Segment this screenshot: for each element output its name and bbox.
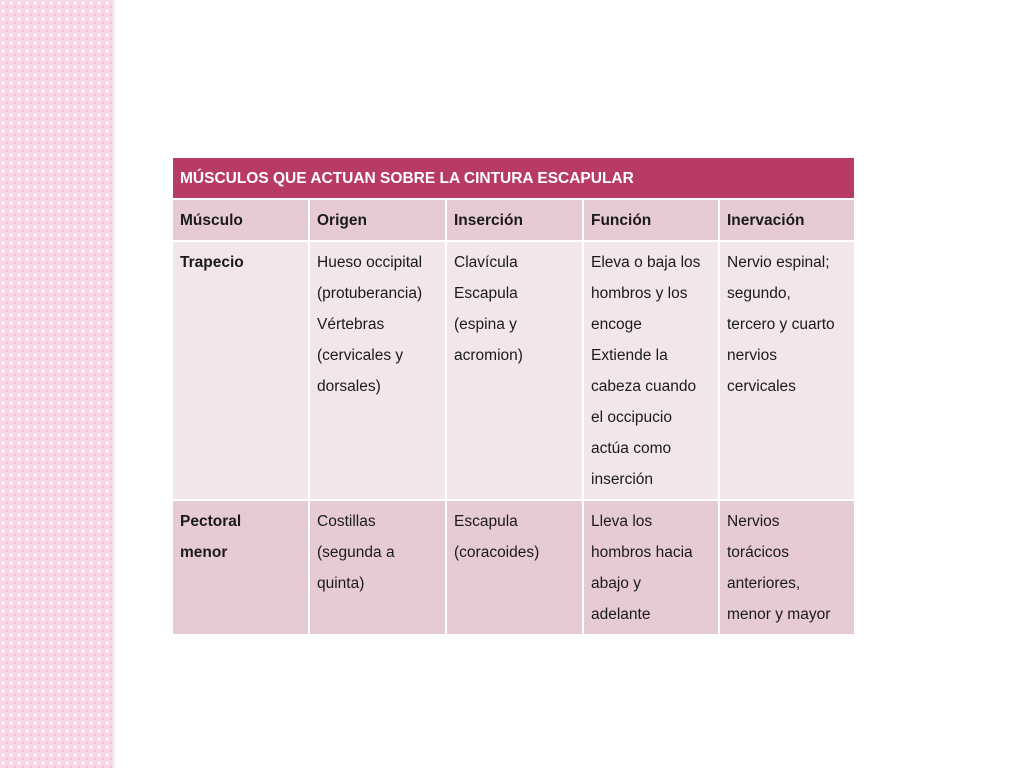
header-musculo: Músculo [172,199,309,241]
cell-line: tercero y cuarto [727,316,835,333]
cell-insercion [446,241,583,500]
header-insercion: Inserción [446,199,583,241]
cell-insercion [446,500,583,635]
cell-musculo [172,241,309,500]
cell-line: cervicales [727,378,796,395]
table-title-row [172,157,855,199]
cell-origen [309,500,446,635]
cell-line: quinta) [317,575,365,592]
cell-line: Nervios [727,513,780,530]
cell-line: nervios [727,347,777,364]
table-row-pectoral-menor [172,500,855,635]
cell-line: Eleva o baja los [591,254,701,271]
cell-line: Pectoral [180,513,242,530]
cell-line: Clavícula [454,254,518,271]
cell-line: Trapecio [180,254,244,271]
cell-line: adelante [591,606,651,623]
cell-line: acromion) [454,347,523,364]
cell-line: Hueso occipital [317,254,423,271]
cell-line: menor [180,544,228,561]
cell-line: (segunda a [317,544,395,561]
cell-line: Escapula [454,513,518,530]
cell-line: inserción [591,471,654,488]
cell-line: encoge [591,316,642,333]
table-title: MÚSCULOS QUE ACTUAN SOBRE LA CINTURA ESCAPULAR [172,157,855,199]
cell-inervacion [719,500,855,635]
cell-line: (espina y [454,316,517,333]
cell-line: Vértebras [317,316,385,333]
cell-line: Costillas [317,513,376,530]
cell-line: Lleva los [591,513,653,530]
table-row-trapecio [172,241,855,500]
cell-funcion [583,500,719,635]
cell-line: (coracoides) [454,544,540,561]
cell-line: dorsales) [317,378,381,395]
cell-line: menor y mayor [727,606,831,623]
cell-line: el occipucio [591,409,672,426]
cell-line: hombros hacia [591,544,693,561]
cell-line: Nervio espinal; [727,254,830,271]
header-funcion: Función [583,199,719,241]
cell-line: anteriores, [727,575,801,592]
cell-line: cabeza cuando [591,378,697,395]
cell-inervacion [719,241,855,500]
header-origen: Origen [309,199,446,241]
cell-line: actúa como [591,440,672,457]
table-header-row [172,199,855,241]
cell-line: segundo, [727,285,791,302]
cell-line: abajo y [591,575,641,592]
cell-musculo [172,500,309,635]
cell-line: torácicos [727,544,790,561]
decorative-side-strip [0,0,112,768]
cell-line: Extiende la [591,347,668,364]
muscles-table [171,156,856,636]
cell-line: hombros y los [591,285,688,302]
cell-funcion [583,241,719,500]
header-inervacion: Inervación [719,199,855,241]
cell-origen [309,241,446,500]
cell-line: (protuberancia) [317,285,423,302]
cell-line: (cervicales y [317,347,404,364]
cell-line: Escapula [454,285,518,302]
